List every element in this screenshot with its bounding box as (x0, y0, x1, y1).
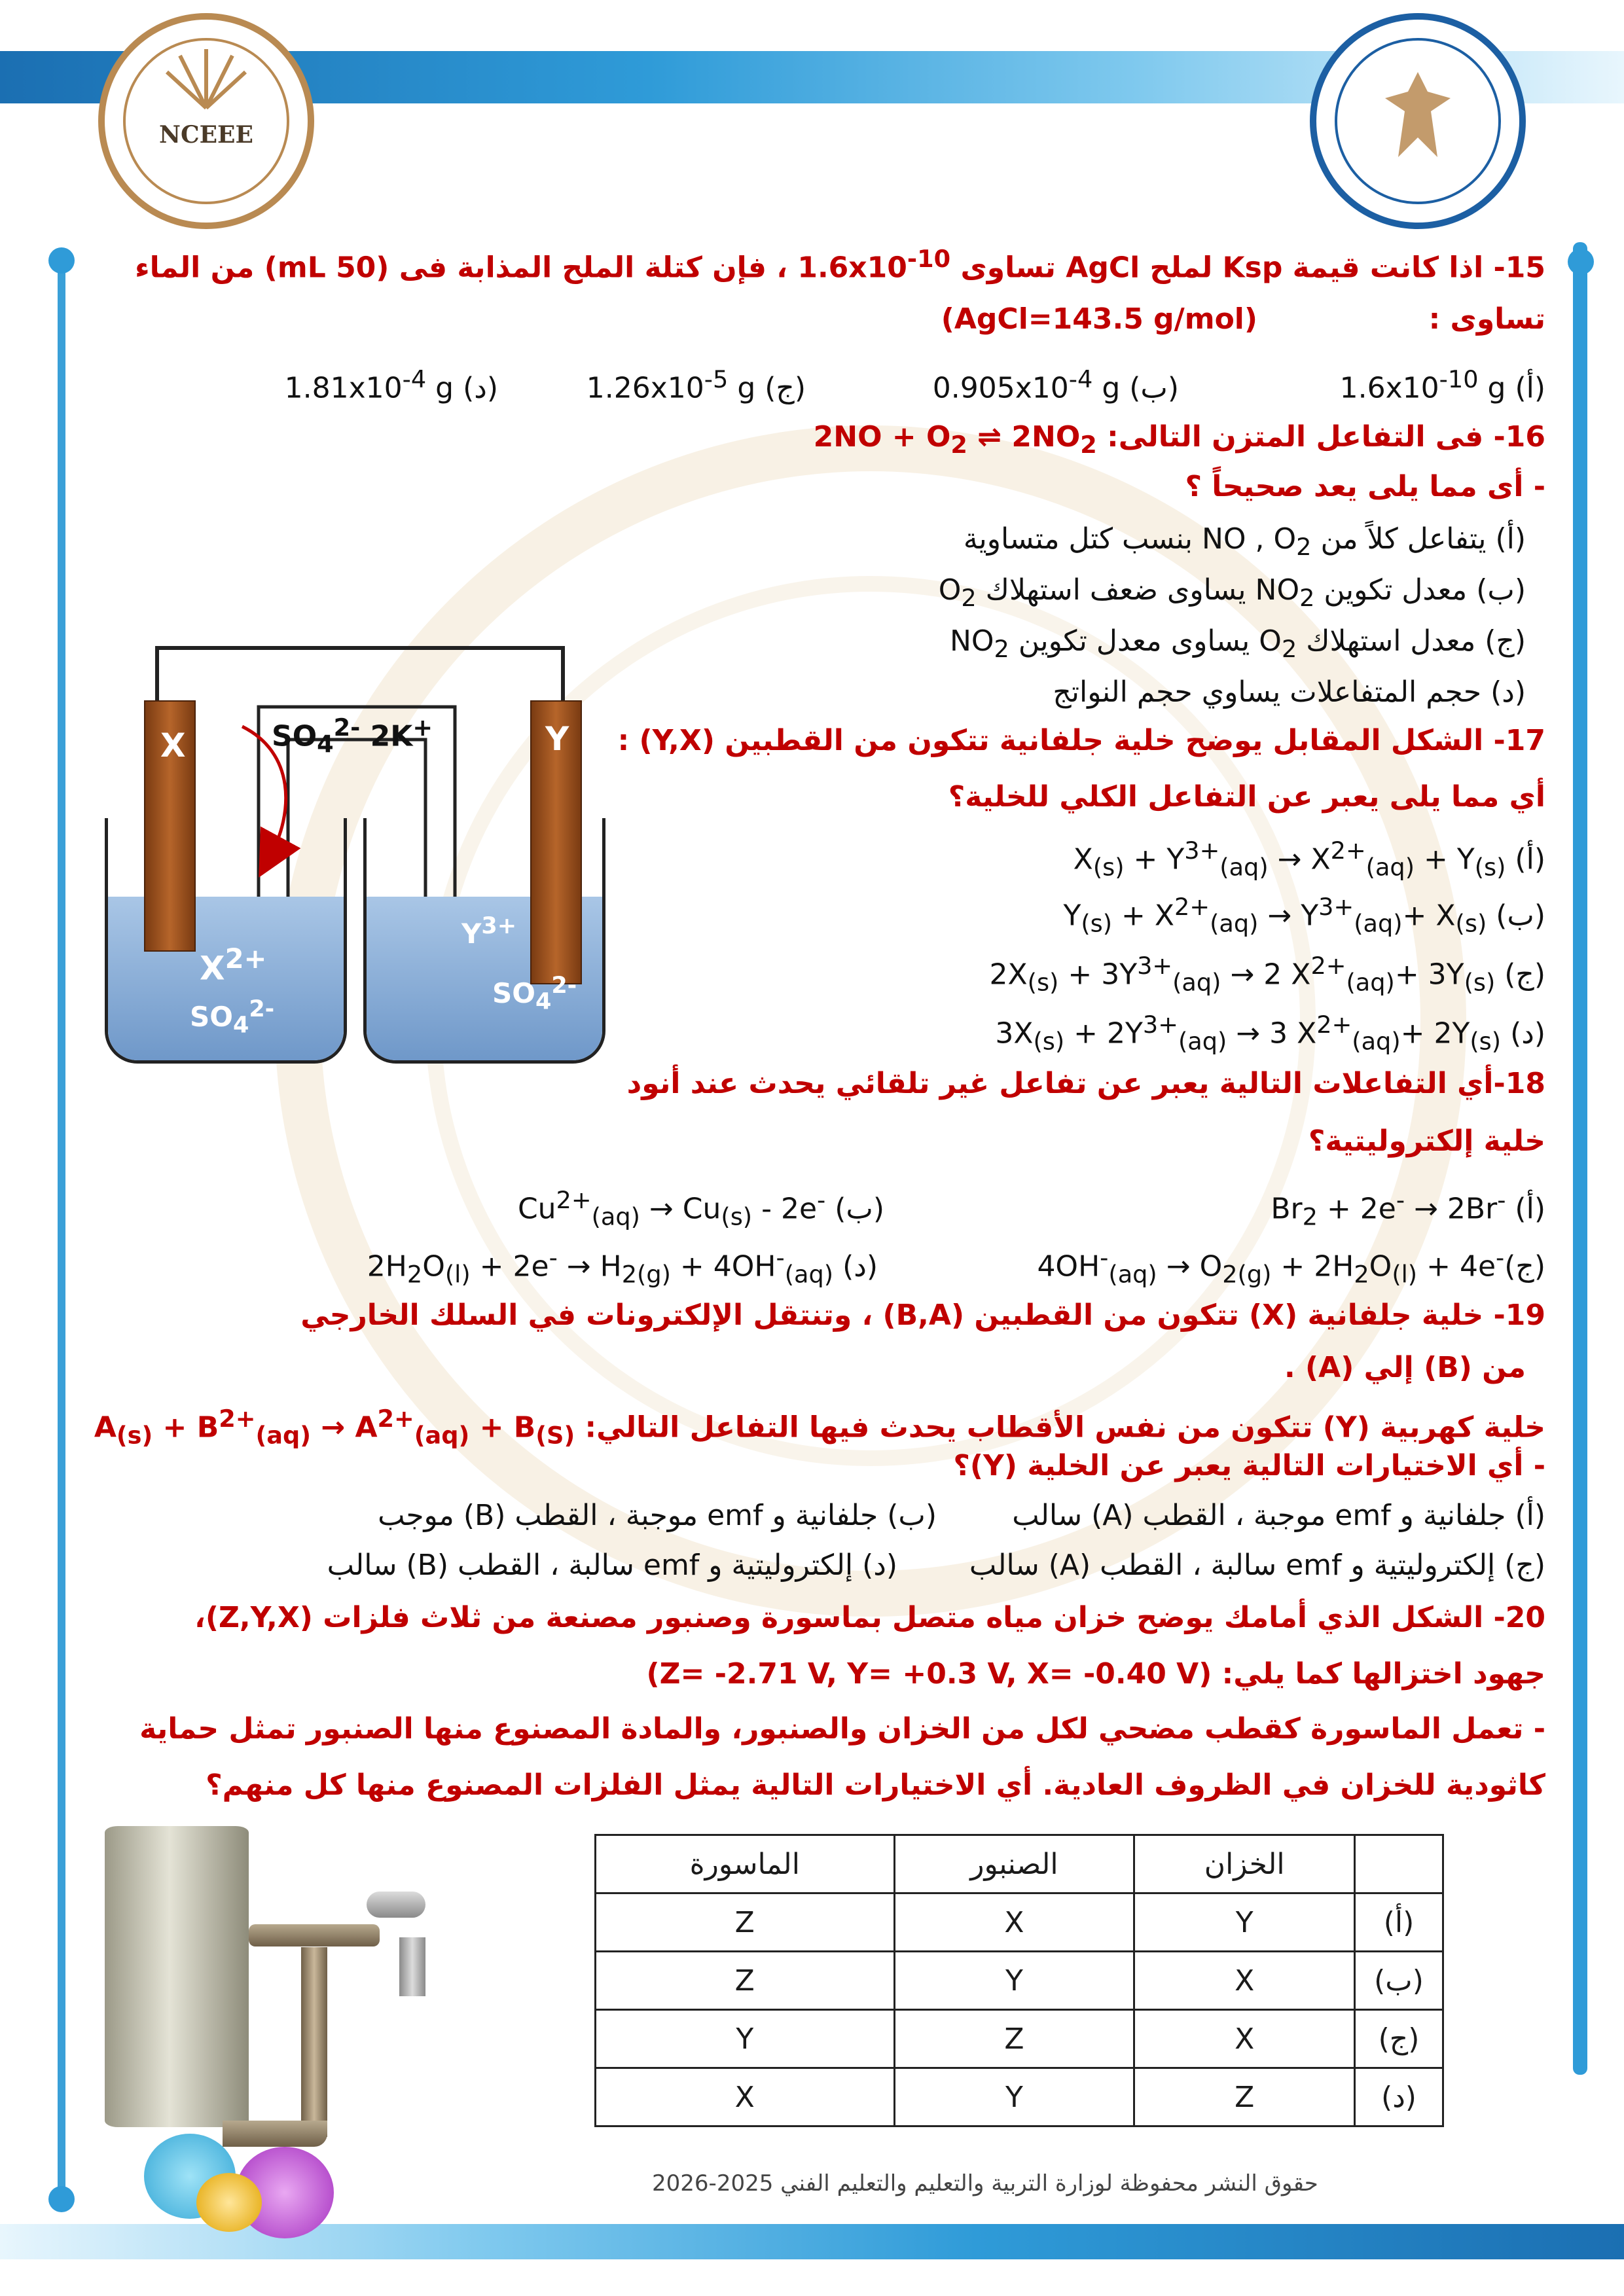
logo-sunburst-icon (160, 46, 252, 111)
table-cell: (أ) (1355, 1893, 1443, 1952)
copyright-footer: حقوق النشر محفوظة لوزارة التربية والتعليم والتعليم الفني 2025-2026 (652, 2170, 1318, 2197)
q18-option-a[interactable]: $Br_2 + 2e^- \to 2Br^-$ (أ) (1271, 1186, 1545, 1231)
q20-stem-line2: جهود اختزالها كما يلي: (Z= -2.71 V, Y= +0.3 V, X= -0.40 V) (646, 1657, 1545, 1691)
left-rail (58, 262, 65, 2199)
q20-stem-line1: 20- الشكل الذي أمامك يوضح خزان مياه متصل بماسورة وصنبور مصنعة من ثلاث فلزات (Z,Y,X)، (194, 1601, 1545, 1634)
q19-stem-line2: من (B) إلي (A) . (1284, 1351, 1526, 1384)
q17-stem-line2: أي مما يلى يعبر عن التفاعل الكلي للخلية؟ (948, 780, 1545, 814)
table-cell: Z (596, 1893, 895, 1952)
q17-stem-line1: 17- الشكل المقابل يوضح خلية جلفانية تتكون من القطبين (Y,X) : (617, 724, 1545, 757)
q16-option-a[interactable]: (أ) يتفاعل كلاً من NO , $O_2$ بنسب كتل متساوية (963, 522, 1526, 561)
table-row[interactable] (596, 2068, 1443, 2126)
table-cell: X (894, 1893, 1134, 1952)
q15-stem-line1: 15- اذا كانت قيمة Ksp لملح AgCl تساوى $1.6x10^{-10}$ ، فإن كتلة الملح المذابة فى (50 mL) من الماء (135, 245, 1545, 285)
table-cell: (د) (1355, 2068, 1443, 2126)
faucet-nozzle (399, 1937, 425, 1996)
left-cation: $X^{2+}$ (200, 942, 267, 988)
electrode-x-label: X (160, 726, 186, 764)
q17-option-a[interactable]: $X_{(s)} + Y^{3+}_{(aq)} \to X^{2+}_{(aq)} + Y_{(s)}$ (أ) (1073, 836, 1545, 882)
water-tank (105, 1826, 249, 2127)
table-header-cell: الصنبور (894, 1835, 1134, 1893)
table-cell: (ج) (1355, 2010, 1443, 2068)
q18-option-d[interactable]: $2H_2O_{(l)} + 2e^- \to H_{2(g)} + 4OH^-_{(aq)}$ (د) (367, 1244, 878, 1289)
rail-dot-bottom (48, 2186, 75, 2212)
q19-stem-line4: - أي الاختيارات التالية يعبر عن الخلية (Y)؟ (953, 1449, 1545, 1482)
table-header-cell: الماسورة (596, 1835, 895, 1893)
q18-stem-line1: 18-أي التفاعلات التالية يعبر عن تفاعل غير تلقائي يحدث عند أنود (626, 1067, 1545, 1100)
table-cell: Z (596, 1952, 895, 2010)
table-header-row (596, 1835, 1443, 1893)
right-rail-dot (1568, 249, 1594, 275)
ministry-logo (1310, 13, 1526, 229)
rail-dot-top (48, 247, 75, 274)
q20-stem-line4: كاثودية للخزان في الظروف العادية. أي الاختيارات التالية يمثل الفلزات المصنوع منها كل منهم؟ (206, 1768, 1545, 1802)
q17-option-d[interactable]: $3X_{(s)} + 2Y^{3+}_{(aq)} \to 3$ $X^{2+}_{(aq)}+ 2Y_{(s)}$ (د) (995, 1011, 1545, 1056)
table-cell: Z (1134, 2068, 1355, 2126)
q17-option-b[interactable]: $Y_{(s)} + X^{2+}_{(aq)} \to Y^{3+}_{(aq)}+ X_{(s)}$ (ب) (1063, 893, 1545, 938)
right-rail (1573, 242, 1587, 2075)
q19-option-d[interactable]: (د) إلكتروليتية و emf سالبة ، القطب (B) سالب (327, 1549, 897, 1582)
eagle-icon (1379, 65, 1457, 164)
nceee-logo-text: NCEEE (159, 121, 253, 149)
pipe-horizontal (223, 2121, 327, 2147)
q18-stem-line2: خلية إلكتروليتية؟ (1308, 1124, 1545, 1158)
q15-option-d[interactable]: (د) $1.81x10^{-4}$ g (284, 365, 498, 405)
table-cell: X (596, 2068, 895, 2126)
table-header-cell: الخزان (1134, 1835, 1355, 1893)
faucet-spout (249, 1924, 380, 1946)
q16-option-b[interactable]: (ب) معدل تكوين $NO_2$ يساوى ضعف استهلاك $O_2$ (938, 573, 1526, 612)
table-row[interactable] (596, 2010, 1443, 2068)
table-row[interactable] (596, 1893, 1443, 1952)
flask-yellow (196, 2173, 262, 2232)
electrode-y-label: Y (545, 720, 569, 758)
q16-option-d[interactable]: (د) حجم المتفاعلات يساوي حجم النواتج (1053, 675, 1526, 709)
table-cell: Y (894, 2068, 1134, 2126)
q19-option-a[interactable]: (أ) جلفانية و emf موجبة ، القطب (A) سالب (1012, 1499, 1545, 1532)
q15-option-a[interactable]: (أ) $1.6x10^{-10}$ g (1339, 365, 1545, 405)
table-cell: Z (894, 2010, 1134, 2068)
q18-option-c[interactable]: $4OH^-_{(aq)} \to O_{2(g)} + 2H_2O_{(l)}$ + 4e-(ج) (1037, 1244, 1545, 1289)
pipe-vertical (301, 1947, 327, 2137)
faucet-handle (367, 1892, 425, 1918)
table-cell: Y (894, 1952, 1134, 2010)
q18-option-b[interactable]: $Cu^{2+}_{(aq)} \to Cu_{(s)} - 2e^-$ (ب) (517, 1186, 884, 1231)
table-row[interactable] (596, 1952, 1443, 2010)
q19-stem-line1: 19- خلية جلفانية (X) تتكون من القطبين (B,A) ، وتنتقل الإلكترونات في السلك الخارجي (300, 1299, 1545, 1332)
right-anion: $SO_4^{2-}$ (492, 973, 577, 1015)
salt-bridge-label: $SO_4^{2-}$ 2K+ (272, 713, 433, 759)
q16-stem-line2: - أى مما يلى يعد صحيحاً ؟ (1185, 470, 1545, 503)
nceee-logo (98, 13, 314, 229)
table-cell: X (1134, 1952, 1355, 2010)
q15-molar-mass: (AgCl=143.5 g/mol) (941, 302, 1257, 336)
q15-option-c[interactable]: (ج) $1.26x10^{-5}$ g (586, 365, 806, 405)
right-cation: $Y^{3+}$ (461, 913, 517, 950)
table-cell: X (1134, 2010, 1355, 2068)
q20-answer-table (594, 1834, 1444, 2127)
q20-stem-line3: - تعمل الماسورة كقطب مضحي لكل من الخزان والصنبور، والمادة المصنوع منها الصنبور تمثل حماية (139, 1712, 1545, 1746)
q16-option-c[interactable]: (ج) معدل استهلاك $O_2$ يساوى معدل تكوين $NO_2$ (950, 624, 1526, 663)
q19-option-b[interactable]: (ب) جلفانية و emf موجبة ، القطب (B) موجب (378, 1499, 937, 1532)
q19-stem-line3: خلية كهربية (Y) تتكون من نفس الأقطاب يحدث فيها التفاعل التالي: $A_{(s)} + B^{2+}_{(aq)} \to A^{2+}_{(aq)} + B_{(S)}$ (94, 1405, 1545, 1450)
q15-stem-label: تساوى : (1428, 302, 1545, 336)
q17-option-c[interactable]: $2X_{(s)} + 3Y^{3+}_{(aq)} \to 2$ $X^{2+}_{(aq)}+ 3Y_{(s)}$ (ج) (989, 952, 1545, 997)
q16-stem-line1: 16- فى التفاعل المتزن التالى: $2NO + O_2$ ⇌ $2NO_2$ (813, 420, 1545, 459)
table-cell: (ب) (1355, 1952, 1443, 2010)
footer-band (0, 2224, 1624, 2259)
q15-option-b[interactable]: (ب) $0.905x10^{-4}$ g (932, 365, 1179, 405)
table-cell: Y (596, 2010, 895, 2068)
table-header-cell (1355, 1835, 1443, 1893)
left-anion: $SO_4^{2-}$ (190, 996, 275, 1039)
table-cell: Y (1134, 1893, 1355, 1952)
q19-option-c[interactable]: (ج) إلكتروليتية و emf سالبة ، القطب (A) سالب (969, 1549, 1545, 1582)
